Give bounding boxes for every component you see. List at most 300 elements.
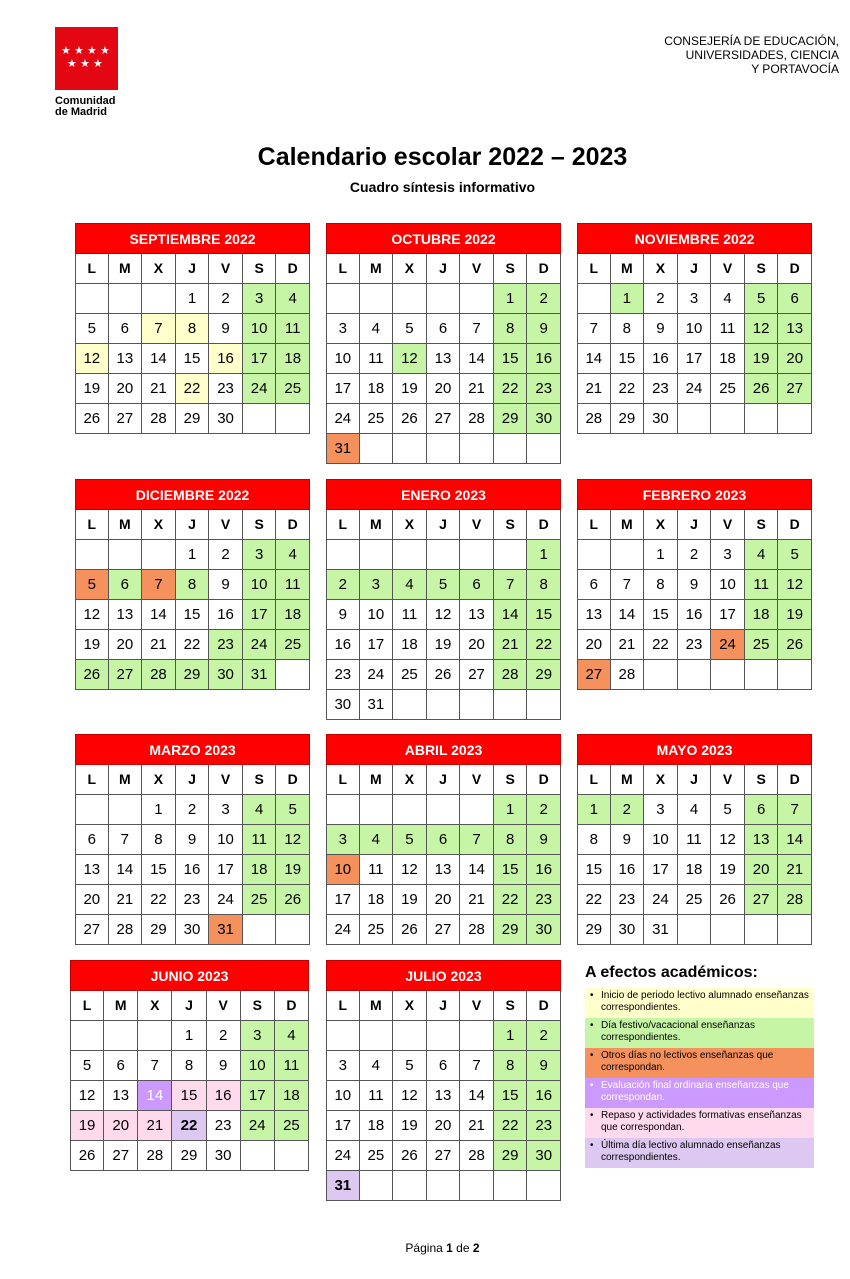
weekday-header: V [209, 254, 243, 284]
day-cell: 25 [393, 660, 427, 690]
legend-item [585, 1138, 814, 1168]
day-cell: 17 [243, 344, 277, 374]
empty-cell [393, 1171, 427, 1201]
day-cell: 8 [527, 570, 561, 600]
day-cell: 26 [427, 660, 461, 690]
day-cell: 31 [326, 434, 360, 464]
day-cell: 30 [527, 1141, 561, 1171]
day-cell: 8 [494, 825, 528, 855]
weekday-header: X [138, 991, 172, 1021]
weekday-header: V [460, 991, 494, 1021]
day-cell: 22 [577, 885, 611, 915]
month-title: OCTUBRE 2022 [326, 223, 561, 254]
day-cell: 14 [138, 1081, 172, 1111]
day-cell: 25 [360, 915, 394, 945]
empty-cell [326, 795, 360, 825]
day-cell: 7 [142, 314, 176, 344]
weekday-header: L [577, 765, 611, 795]
weekday-header: D [527, 254, 561, 284]
day-cell: 29 [577, 915, 611, 945]
day-cell: 31 [360, 690, 394, 720]
month-calendar [70, 960, 309, 1171]
bullet-icon: • [590, 1110, 594, 1121]
month-title: FEBRERO 2023 [577, 479, 812, 510]
month-grid [577, 510, 812, 690]
day-cell: 14 [778, 825, 812, 855]
day-cell: 27 [427, 404, 461, 434]
day-cell: 27 [778, 374, 812, 404]
day-cell: 14 [142, 344, 176, 374]
legend-text: Otros días no lectivos enseñanzas que correspondan. [601, 1050, 774, 1073]
day-cell: 25 [745, 630, 779, 660]
empty-cell [276, 404, 310, 434]
day-cell: 16 [207, 1081, 241, 1111]
day-cell: 30 [326, 690, 360, 720]
day-cell: 21 [109, 885, 143, 915]
day-cell: 16 [527, 855, 561, 885]
day-cell: 16 [209, 600, 243, 630]
empty-cell [460, 1171, 494, 1201]
empty-cell [360, 540, 394, 570]
month-calendar [577, 479, 812, 690]
footer-page: 1 [446, 1241, 453, 1255]
day-cell: 18 [360, 374, 394, 404]
day-cell: 10 [326, 855, 360, 885]
weekday-header: S [494, 765, 528, 795]
day-cell: 11 [711, 314, 745, 344]
day-cell: 3 [326, 314, 360, 344]
day-cell: 3 [678, 284, 712, 314]
day-cell: 6 [109, 314, 143, 344]
weekday-header: M [611, 254, 645, 284]
day-cell: 20 [778, 344, 812, 374]
day-cell: 20 [427, 1111, 461, 1141]
day-cell: 31 [209, 915, 243, 945]
weekday-header: M [611, 765, 645, 795]
day-cell: 4 [276, 540, 310, 570]
day-cell: 18 [393, 630, 427, 660]
day-cell: 15 [611, 344, 645, 374]
day-cell: 25 [275, 1111, 309, 1141]
day-cell: 11 [275, 1051, 309, 1081]
day-cell: 21 [142, 374, 176, 404]
day-cell: 12 [393, 344, 427, 374]
day-cell: 28 [460, 404, 494, 434]
day-cell: 24 [243, 630, 277, 660]
day-cell: 12 [711, 825, 745, 855]
day-cell: 22 [176, 374, 210, 404]
day-cell: 23 [644, 374, 678, 404]
day-cell: 24 [326, 404, 360, 434]
day-cell: 7 [460, 825, 494, 855]
legend-text: Evaluación final ordinaria enseñanzas que correspondan. [601, 1080, 789, 1103]
weekday-header: X [142, 254, 176, 284]
day-cell: 1 [176, 540, 210, 570]
day-cell: 15 [142, 855, 176, 885]
weekday-header: L [70, 991, 104, 1021]
day-cell: 5 [70, 1051, 104, 1081]
empty-cell [427, 434, 461, 464]
day-cell: 5 [393, 1051, 427, 1081]
day-cell: 11 [360, 344, 394, 374]
month-title: JUNIO 2023 [70, 960, 309, 991]
empty-cell [360, 284, 394, 314]
day-cell: 9 [326, 600, 360, 630]
day-cell: 19 [393, 374, 427, 404]
day-cell: 17 [644, 855, 678, 885]
empty-cell [360, 1171, 394, 1201]
day-cell: 3 [326, 1051, 360, 1081]
day-cell: 26 [711, 885, 745, 915]
day-cell: 29 [172, 1141, 206, 1171]
month-calendar [326, 479, 561, 720]
day-cell: 11 [276, 314, 310, 344]
day-cell: 16 [644, 344, 678, 374]
day-cell: 5 [393, 825, 427, 855]
day-cell: 5 [393, 314, 427, 344]
day-cell: 7 [109, 825, 143, 855]
weekday-header: J [176, 254, 210, 284]
day-cell: 15 [494, 344, 528, 374]
empty-cell [142, 540, 176, 570]
empty-cell [70, 1021, 104, 1051]
day-cell: 17 [678, 344, 712, 374]
day-cell: 5 [745, 284, 779, 314]
weekday-header: X [644, 765, 678, 795]
day-cell: 9 [644, 314, 678, 344]
day-cell: 4 [745, 540, 779, 570]
day-cell: 17 [241, 1081, 275, 1111]
day-cell: 11 [243, 825, 277, 855]
empty-cell [460, 1021, 494, 1051]
day-cell: 9 [209, 570, 243, 600]
empty-cell [460, 795, 494, 825]
day-cell: 21 [611, 630, 645, 660]
day-cell: 25 [360, 404, 394, 434]
day-cell: 23 [176, 885, 210, 915]
weekday-header: S [745, 510, 779, 540]
month-grid [326, 991, 561, 1201]
empty-cell [360, 434, 394, 464]
day-cell: 1 [176, 284, 210, 314]
day-cell: 19 [393, 1111, 427, 1141]
day-cell: 9 [207, 1051, 241, 1081]
day-cell: 8 [176, 570, 210, 600]
day-cell: 11 [276, 570, 310, 600]
month-calendar [326, 960, 561, 1201]
day-cell: 8 [494, 314, 528, 344]
day-cell: 17 [326, 885, 360, 915]
empty-cell [427, 690, 461, 720]
weekday-header: V [207, 991, 241, 1021]
month-title: MARZO 2023 [75, 734, 310, 765]
weekday-header: J [678, 765, 712, 795]
day-cell: 10 [326, 1081, 360, 1111]
empty-cell [393, 1021, 427, 1051]
day-cell: 7 [494, 570, 528, 600]
weekday-header: J [427, 991, 461, 1021]
day-cell: 7 [460, 1051, 494, 1081]
day-cell: 1 [494, 284, 528, 314]
legend-list [585, 988, 814, 1168]
weekday-header: L [75, 254, 109, 284]
day-cell: 10 [644, 825, 678, 855]
weekday-header: D [778, 510, 812, 540]
day-cell: 27 [75, 915, 109, 945]
weekday-header: V [711, 765, 745, 795]
weekday-header: V [460, 510, 494, 540]
day-cell: 17 [360, 630, 394, 660]
empty-cell [393, 540, 427, 570]
day-cell: 29 [527, 660, 561, 690]
weekday-header: J [427, 510, 461, 540]
day-cell: 30 [644, 404, 678, 434]
page-subtitle: Cuadro síntesis informativo [349, 179, 536, 195]
day-cell: 2 [527, 284, 561, 314]
empty-cell [460, 434, 494, 464]
empty-cell [275, 1141, 309, 1171]
weekday-header: V [460, 254, 494, 284]
day-cell: 19 [276, 855, 310, 885]
day-cell: 20 [427, 374, 461, 404]
day-cell: 25 [678, 885, 712, 915]
day-cell: 20 [577, 630, 611, 660]
day-cell: 24 [678, 374, 712, 404]
day-cell: 5 [427, 570, 461, 600]
day-cell: 13 [460, 600, 494, 630]
day-cell: 20 [745, 855, 779, 885]
day-cell: 14 [109, 855, 143, 885]
day-cell: 17 [209, 855, 243, 885]
day-cell: 22 [176, 630, 210, 660]
day-cell: 19 [711, 855, 745, 885]
day-cell: 4 [360, 314, 394, 344]
day-cell: 13 [745, 825, 779, 855]
month-title: ABRIL 2023 [326, 734, 561, 765]
weekday-header: L [326, 991, 360, 1021]
day-cell: 1 [644, 540, 678, 570]
empty-cell [326, 540, 360, 570]
day-cell: 1 [494, 795, 528, 825]
day-cell: 26 [778, 630, 812, 660]
month-title: NOVIEMBRE 2022 [577, 223, 812, 254]
day-cell: 10 [326, 344, 360, 374]
day-cell: 7 [778, 795, 812, 825]
day-cell: 7 [138, 1051, 172, 1081]
weekday-header: J [427, 765, 461, 795]
day-cell: 13 [427, 344, 461, 374]
month-calendar [326, 223, 561, 464]
empty-cell [109, 284, 143, 314]
weekday-header: D [276, 254, 310, 284]
day-cell: 19 [427, 630, 461, 660]
day-cell: 20 [109, 374, 143, 404]
day-cell: 7 [142, 570, 176, 600]
weekday-header: S [494, 991, 528, 1021]
day-cell: 31 [644, 915, 678, 945]
day-cell: 24 [326, 915, 360, 945]
day-cell: 3 [360, 570, 394, 600]
day-cell: 18 [711, 344, 745, 374]
day-cell: 18 [745, 600, 779, 630]
empty-cell [276, 915, 310, 945]
day-cell: 3 [241, 1021, 275, 1051]
month-grid [326, 254, 561, 464]
month-title: MAYO 2023 [577, 734, 812, 765]
empty-cell [276, 660, 310, 690]
month-calendar [75, 223, 310, 434]
day-cell: 6 [75, 825, 109, 855]
weekday-header: D [778, 254, 812, 284]
day-cell: 22 [527, 630, 561, 660]
day-cell: 26 [393, 404, 427, 434]
empty-cell [778, 660, 812, 690]
day-cell: 14 [460, 344, 494, 374]
empty-cell [243, 404, 277, 434]
weekday-header: D [778, 765, 812, 795]
empty-cell [678, 404, 712, 434]
day-cell: 27 [104, 1141, 138, 1171]
empty-cell [577, 540, 611, 570]
day-cell: 14 [460, 1081, 494, 1111]
day-cell: 1 [577, 795, 611, 825]
day-cell: 12 [745, 314, 779, 344]
footer-prefix: Página [405, 1241, 443, 1255]
day-cell: 9 [527, 825, 561, 855]
empty-cell [745, 660, 779, 690]
weekday-header: X [142, 765, 176, 795]
empty-cell [527, 434, 561, 464]
day-cell: 8 [172, 1051, 206, 1081]
empty-cell [75, 284, 109, 314]
day-cell: 23 [209, 630, 243, 660]
empty-cell [109, 540, 143, 570]
day-cell: 28 [142, 660, 176, 690]
day-cell: 21 [577, 374, 611, 404]
day-cell: 28 [611, 660, 645, 690]
day-cell: 8 [494, 1051, 528, 1081]
day-cell: 21 [460, 374, 494, 404]
legend-item [585, 988, 814, 1018]
day-cell: 23 [209, 374, 243, 404]
day-cell: 27 [427, 1141, 461, 1171]
weekday-header: M [360, 991, 394, 1021]
day-cell: 6 [109, 570, 143, 600]
day-cell: 21 [138, 1111, 172, 1141]
day-cell: 23 [678, 630, 712, 660]
weekday-header: L [326, 765, 360, 795]
weekday-header: D [527, 991, 561, 1021]
legend-text: Repaso y actividades formativas enseñanzas que correspondan. [601, 1110, 802, 1133]
legend-text: Inicio de periodo lectivo alumnado enseñanzas correspondientes. [601, 990, 809, 1013]
weekday-header: L [577, 254, 611, 284]
month-grid [326, 510, 561, 720]
day-cell: 2 [209, 540, 243, 570]
day-cell: 3 [644, 795, 678, 825]
day-cell: 20 [75, 885, 109, 915]
day-cell: 22 [494, 374, 528, 404]
day-cell: 11 [360, 1081, 394, 1111]
weekday-header: X [644, 254, 678, 284]
weekday-header: V [209, 510, 243, 540]
empty-cell [527, 690, 561, 720]
empty-cell [577, 284, 611, 314]
legend-text: Día festivo/vacacional enseñanzas correspondientes. [601, 1020, 755, 1043]
day-cell: 11 [678, 825, 712, 855]
day-cell: 3 [243, 284, 277, 314]
empty-cell [427, 1021, 461, 1051]
day-cell: 15 [176, 344, 210, 374]
weekday-header: S [243, 765, 277, 795]
day-cell: 26 [75, 660, 109, 690]
empty-cell [460, 284, 494, 314]
day-cell: 31 [326, 1171, 360, 1201]
day-cell: 4 [678, 795, 712, 825]
day-cell: 3 [711, 540, 745, 570]
weekday-header: M [611, 510, 645, 540]
day-cell: 20 [427, 885, 461, 915]
day-cell: 4 [360, 1051, 394, 1081]
day-cell: 6 [427, 1051, 461, 1081]
empty-cell [104, 1021, 138, 1051]
day-cell: 16 [326, 630, 360, 660]
day-cell: 8 [142, 825, 176, 855]
day-cell: 2 [209, 284, 243, 314]
day-cell: 19 [393, 885, 427, 915]
empty-cell [326, 284, 360, 314]
day-cell: 2 [527, 795, 561, 825]
day-cell: 16 [527, 1081, 561, 1111]
day-cell: 23 [326, 660, 360, 690]
weekday-header: D [276, 510, 310, 540]
day-cell: 23 [207, 1111, 241, 1141]
day-cell: 6 [104, 1051, 138, 1081]
day-cell: 21 [460, 885, 494, 915]
empty-cell [427, 540, 461, 570]
day-cell: 24 [326, 1141, 360, 1171]
weekday-header: X [393, 991, 427, 1021]
legend-item [585, 1018, 814, 1048]
day-cell: 13 [75, 855, 109, 885]
page-title: Calendario escolar 2022 – 2023 [257, 143, 628, 171]
empty-cell [494, 1171, 528, 1201]
day-cell: 16 [527, 344, 561, 374]
day-cell: 12 [778, 570, 812, 600]
page-footer [0, 1241, 850, 1255]
weekday-header: M [109, 765, 143, 795]
day-cell: 5 [276, 795, 310, 825]
day-cell: 27 [427, 915, 461, 945]
day-cell: 29 [494, 404, 528, 434]
logo-text: Comunidad de Madrid [55, 95, 116, 118]
day-cell: 13 [427, 1081, 461, 1111]
bullet-icon: • [590, 1050, 594, 1061]
weekday-header: X [393, 254, 427, 284]
weekday-header: J [427, 254, 461, 284]
day-cell: 26 [276, 885, 310, 915]
day-cell: 5 [778, 540, 812, 570]
day-cell: 14 [460, 855, 494, 885]
empty-cell [393, 284, 427, 314]
day-cell: 24 [209, 885, 243, 915]
day-cell: 16 [176, 855, 210, 885]
month-grid [577, 254, 812, 434]
day-cell: 9 [527, 314, 561, 344]
day-cell: 8 [176, 314, 210, 344]
day-cell: 30 [527, 404, 561, 434]
weekday-header: X [393, 510, 427, 540]
day-cell: 11 [745, 570, 779, 600]
